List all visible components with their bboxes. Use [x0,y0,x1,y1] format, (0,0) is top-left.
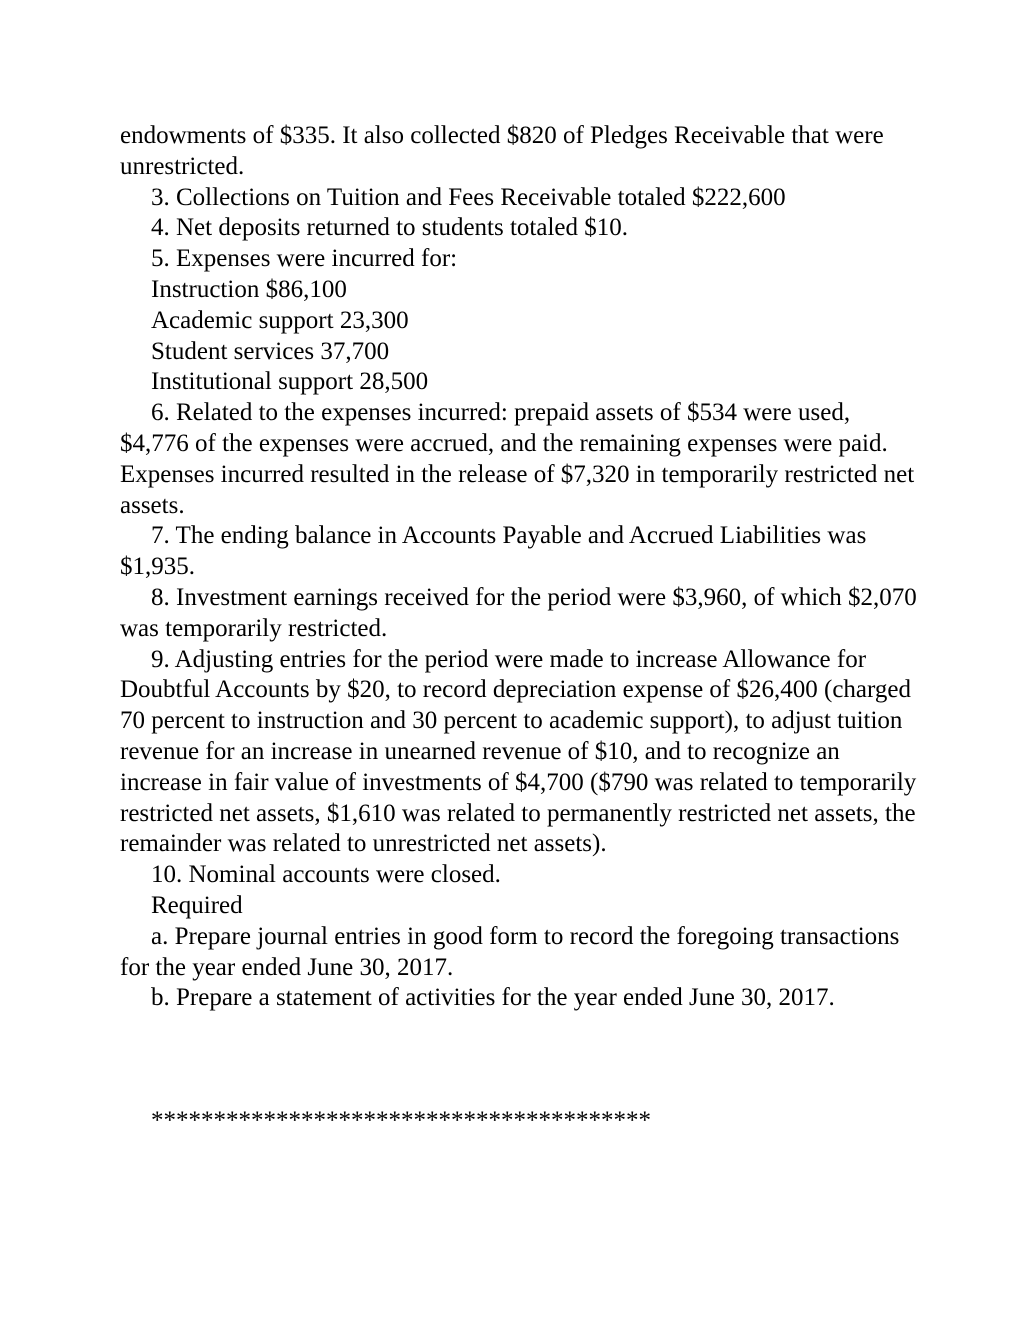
item-8: 8. Investment earnings received for the period were $3,960, of which $2,070 was temporarily restricted. [120,583,917,642]
item-10: 10. Nominal accounts were closed. [151,861,501,889]
document-page [120,121,920,1137]
asterisk-separator: **************************************** [151,1107,651,1135]
blank-space [120,1014,920,1106]
item-9: 9. Adjusting entries for the period were made to increase Allowance for Doubtful Accounts by $20, to record depreciation expense of $26,400 (charged 70 percent to instruction and 30 percent to academic support), to adjust tuition revenue for an increase in unearned revenue of $10, and to recognize an increase in fair value of investments of $4,700 ($790 was related to temporarily restricted net assets, $1,610 was related to permanently restricted net assets, the remainder was related to unrestricted net assets). [120,645,917,858]
expense-academic-support: Academic support 23,300 [151,306,409,334]
required-heading: Required [151,891,243,919]
intro-paragraph: endowments of $335. It also collected $820 of Pledges Receivable that were unrestricted. [120,122,884,180]
requirement-a: a. Prepare journal entries in good form to record the foregoing transactions for the year ended June 30, 2017. [120,922,900,981]
item-6: 6. Related to the expenses incurred: prepaid assets of $534 were used, $4,776 of the expenses were accrued, and the remaining expenses were paid. Expenses incurred resulted in the release of $7,320 in temporarily restricted net assets. [120,399,915,519]
item-5: 5. Expenses were incurred for: [151,245,458,273]
requirement-b: b. Prepare a statement of activities for the year ended June 30, 2017. [151,984,835,1012]
expense-student-services: Student services 37,700 [151,337,390,365]
item-7: 7. The ending balance in Accounts Payable and Accrued Liabilities was $1,935. [120,522,867,581]
item-3: 3. Collections on Tuition and Fees Receivable totaled $222,600 [151,183,786,211]
expense-institutional-support: Institutional support 28,500 [151,368,429,396]
item-4: 4. Net deposits returned to students totaled $10. [151,214,629,242]
expense-instruction: Instruction $86,100 [151,275,347,303]
